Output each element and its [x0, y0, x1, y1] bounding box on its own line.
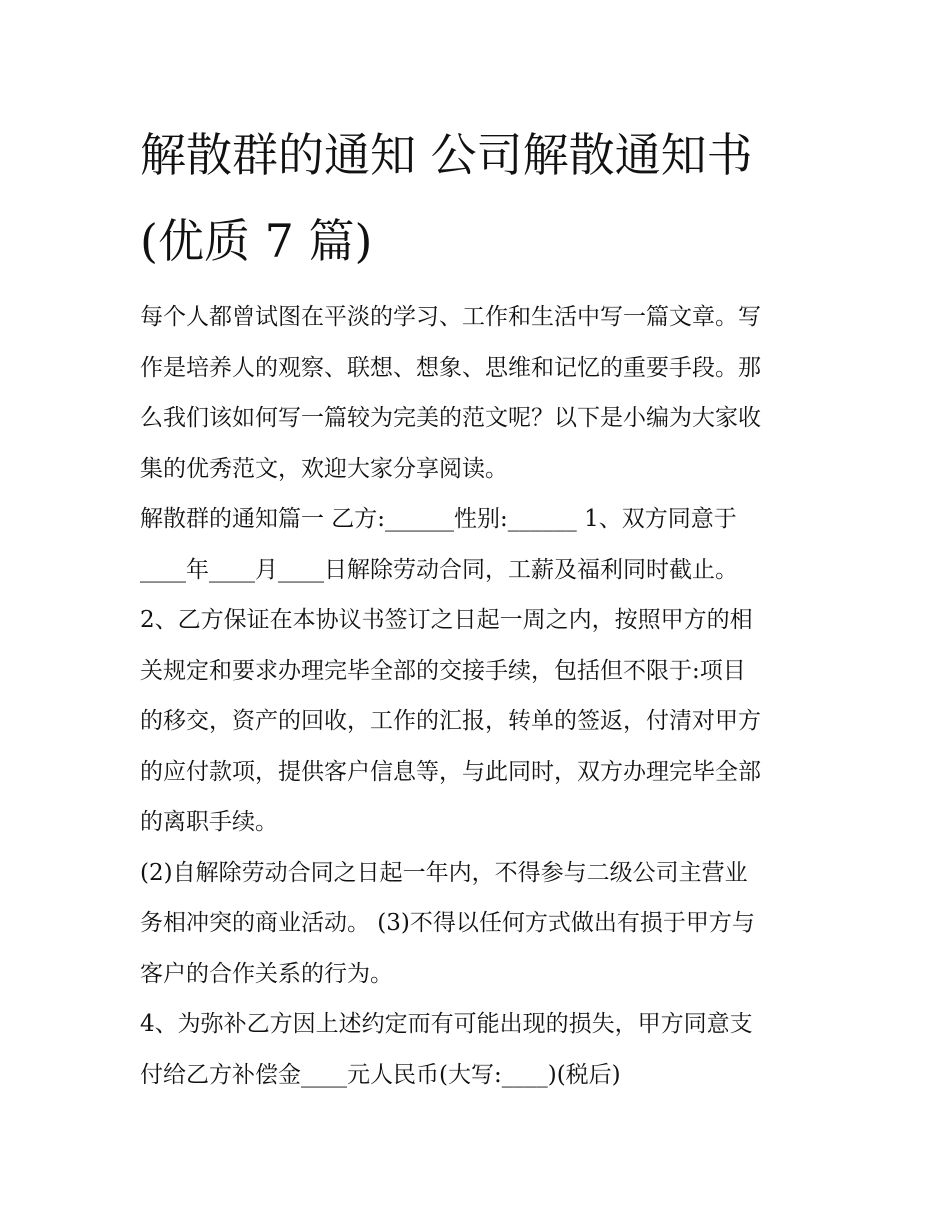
- text-line: 的移交，资产的回收，工作的汇报，转单的签返，付清对甲方: [140, 708, 761, 734]
- text-line: 么我们该如何写一篇较为完美的范文呢？以下是小编为大家收: [140, 405, 761, 431]
- text-line: 4、为弥补乙方因上述约定而有可能出现的损失，甲方同意支: [140, 1011, 753, 1037]
- text-line: 关规定和要求办理完毕全部的交接手续，包括但不限于:项目: [140, 657, 746, 684]
- intro-paragraph: [140, 292, 812, 494]
- clause-1-paragraph: [140, 494, 812, 595]
- title-line: 解散群的通知 公司解散通知书: [140, 128, 753, 182]
- document-title: [140, 112, 812, 284]
- text-line: 解散群的通知篇一 乙方:______性别:______ 1、双方同意于: [140, 506, 737, 532]
- clause-2-paragraph: [140, 595, 812, 848]
- text-line: 付给乙方补偿金____元人民币(大写:____)(税后): [140, 1061, 621, 1088]
- document-page: [140, 112, 812, 1100]
- text-line: 2、乙方保证在本协议书签订之日起一周之内，按照甲方的相: [140, 607, 753, 633]
- text-line: 集的优秀范文，欢迎大家分享阅读。: [140, 455, 508, 482]
- clause-4-paragraph: [140, 999, 812, 1100]
- text-line: 务相冲突的商业活动。 (3)不得以任何方式做出有损于甲方与: [140, 910, 755, 936]
- clause-3-paragraph: [140, 848, 812, 1000]
- text-line: 客户的合作关系的行为。: [140, 960, 393, 987]
- text-line: 作是培养人的观察、联想、想象、思维和记忆的重要手段。那: [140, 354, 761, 381]
- title-line: (优质 7 篇): [140, 214, 373, 268]
- text-line: (2)自解除劳动合同之日起一年内，不得参与二级公司主营业: [140, 859, 748, 886]
- document-body: [140, 292, 812, 1100]
- text-line: 每个人都曾试图在平淡的学习、工作和生活中写一篇文章。写: [140, 304, 761, 330]
- text-line: 的离职手续。: [140, 809, 278, 835]
- text-line: 的应付款项，提供客户信息等，与此同时，双方办理完毕全部: [140, 758, 761, 785]
- text-line: ____年____月____日解除劳动合同，工薪及福利同时截止。: [140, 556, 738, 583]
